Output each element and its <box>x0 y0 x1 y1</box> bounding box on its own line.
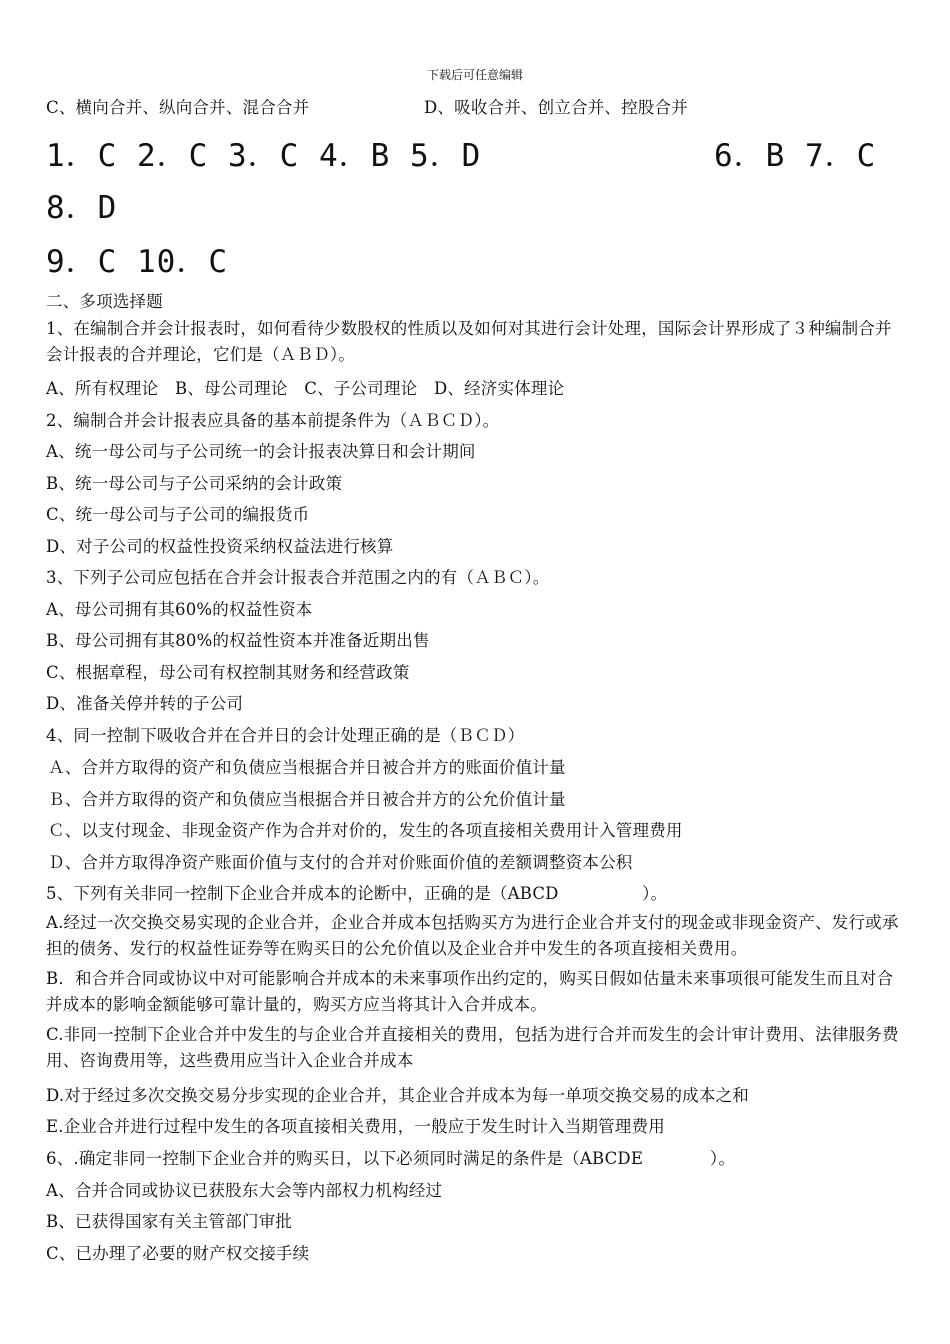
option-c-prev: C、横向合并、纵向合并、混合合并 <box>46 98 310 117</box>
q2-option-b: B、统一母公司与子公司采纳的会计政策 <box>46 474 343 493</box>
q5-option-b: B．和合并合同或协议中对可能影响合并成本的未来事项作出约定的，购买日假如估量未来事项很可能发生而且对合并成本的影响金额能够可靠计量的，购买方应当将其计入合并成本。 <box>46 969 894 1014</box>
q5-option-c: C.非同一控制下企业合并中发生的与企业合并直接相关的费用，包括为进行合并而发生的会计审计费用、法律服务费用、咨询费用等，这些费用应当计入企业合并成本 <box>46 1025 899 1070</box>
q5-option-e: E.企业合并进行过程中发生的各项直接相关费用，一般应于发生时计入当期管理费用 <box>46 1117 665 1136</box>
q6-option-b: B、已获得国家有关主管部门审批 <box>46 1212 293 1231</box>
q4-stem: 4、同一控制下吸收合并在合并日的会计处理正确的是（ＢＣＤ） <box>46 726 525 745</box>
q3-option-c: C、根据章程，母公司有权控制其财务和经营政策 <box>46 663 410 682</box>
q6-option-a: A、合并合同或协议已获股东大会等内部权力机构经过 <box>46 1181 443 1200</box>
q4-option-c: Ｃ、以支付现金、非现金资产作为合并对价的，发生的各项直接相关费用计入管理费用 <box>48 821 683 840</box>
q4-option-b: Ｂ、合并方取得的资产和负债应当根据合并日被合并方的公允价值计量 <box>48 790 566 809</box>
q5-option-d: D.对于经过多次交换交易分步实现的企业合并，其企业合并成本为每一单项交换交易的成本之和 <box>46 1086 749 1105</box>
q3-option-a: A、母公司拥有其60%的权益性资本 <box>46 600 313 619</box>
q2-stem: 2、编制合并会计报表应具备的基本前提条件为（ＡＢＣＤ）。 <box>46 411 500 430</box>
q5-option-a: A.经过一次交换交易实现的企业合并，企业合并成本包括购买方为进行企业合并支付的现金或非现金资产、发行或承担的债务、发行的权益性证券等在购买日的公允价值以及企业合并中发生的各项直接相关费用。 <box>46 913 899 958</box>
answers-row-3: 9．C 10．C <box>46 244 228 280</box>
q6-option-c: C、已办理了必要的财产权交接手续 <box>46 1244 310 1263</box>
option-d-prev: D、吸收合并、创立合并、控股合并 <box>424 98 688 117</box>
q2-option-a: A、统一母公司与子公司统一的会计报表决算日和会计期间 <box>46 442 476 461</box>
answers-row-2: 8．D <box>46 190 118 226</box>
q6-stem: 6、.确定非同一控制下企业合并的购买日，以下必须同时满足的条件是（ABCDE ）。 <box>46 1149 736 1168</box>
section-title: 二、多项选择题 <box>46 292 163 311</box>
q3-stem: 3、下列子公司应包括在合并会计报表合并范围之内的有（ＡＢＣ）。 <box>46 568 550 587</box>
answers-row-1: 1．C 2．C 3．C 4．B 5．D <box>46 138 482 174</box>
q2-option-d: D、对子公司的权益性投资采纳权益法进行核算 <box>46 537 394 556</box>
q2-option-c: C、统一母公司与子公司的编报货币 <box>46 505 310 524</box>
q4-option-a: Ａ、合并方取得的资产和负债应当根据合并日被合并方的账面价值计量 <box>48 758 566 777</box>
q1-options: A、所有权理论 B、母公司理论 C、子公司理论 D、经济实体理论 <box>46 379 565 398</box>
q3-option-b: B、母公司拥有其80%的权益性资本并准备近期出售 <box>46 631 430 650</box>
q5-stem: 5、下列有关非同一控制下企业合并成本的论断中，正确的是（ABCD ）。 <box>46 884 668 903</box>
q4-option-d: Ｄ、合并方取得净资产账面价值与支付的合并对价账面价值的差额调整资本公积 <box>48 853 633 872</box>
q1-stem: 1、在编制合并会计报表时，如何看待少数股权的性质以及如何对其进行会计处理，国际会计界形成了３种编制合并会计报表的合并理论，它们是（ＡＢＤ）。 <box>46 319 892 364</box>
answers-row-1-right: 6．B 7．C <box>714 138 877 174</box>
q3-option-d: D、准备关停并转的子公司 <box>46 694 244 713</box>
page-header: 下载后可任意编辑 <box>426 68 523 82</box>
